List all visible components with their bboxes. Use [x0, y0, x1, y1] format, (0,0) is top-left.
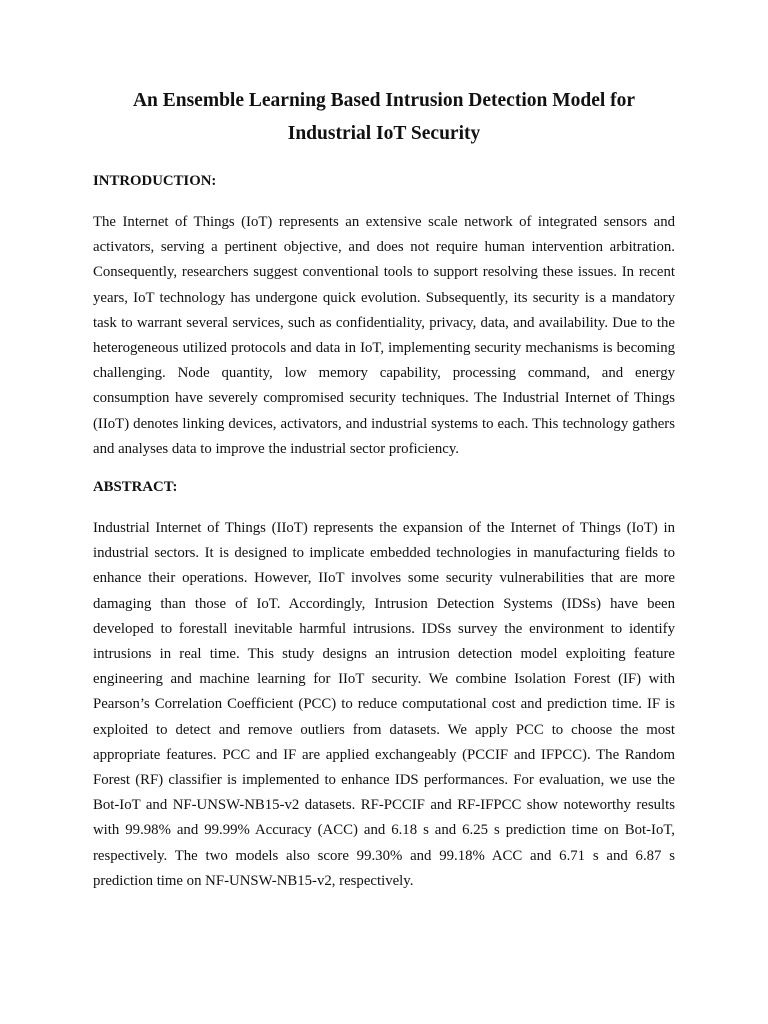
abstract-paragraph: Industrial Internet of Things (IIoT) represents the expansion of the Internet of Things (IoT) in industrial sectors. It is designed to implicate embedded technologies in manufacturing fields to enhance their operations. However, IIoT involves some security vulnerabilities that are more damaging than those of IoT. Accordingly, Intrusion Detection Systems (IDSs) have been developed to forestall inevitable harmful intrusions. IDSs survey the environment to identify intrusions in real time. This study designs an intrusion detection model exploiting feature engineering and machine learning for IIoT security. We combine Isolation Forest (IF) with Pearson’s Correlation Coefficient (PCC) to reduce computational cost and prediction time. IF is exploited to detect and remove outliers from datasets. We apply PCC to choose the most appropriate features. PCC and IF are applied exchangeably (PCCIF and IFPCC). The Random Forest (RF) classifier is implemented to enhance IDS performances. For evaluation, we use the Bot-IoT and NF-UNSW-NB15-v2 datasets. RF-PCCIF and RF-IFPCC show noteworthy results with 99.98% and 99.99% Accuracy (ACC) and 6.18 s and 6.25 s prediction time on Bot-IoT, respectively. The two models also score 99.30% and 99.18% ACC and 6.71 s and 6.87 s prediction time on NF-UNSW-NB15-v2, respectively.	[93, 520, 675, 889]
introduction-heading: INTRODUCTION:	[93, 173, 217, 189]
abstract-heading: ABSTRACT:	[93, 479, 178, 496]
introduction-paragraph: The Internet of Things (IoT) represents an extensive scale network of integrated sensors and activators, serving a pertinent objective, and does not require human intervention arbitration. Consequently, researchers suggest conventional tools to support resolving these issues. In recent years, IoT technology has undergone quick evolution. Subsequently, its security is a mandatory task to warrant several services, such as confidentiality, privacy, data, and availability. Due to the heterogeneous utilized protocols and data in IoT, implementing security mechanisms is becoming challenging. Node quantity, low memory capability, processing command, and energy consumption have severely compromised security techniques. The Industrial Internet of Things (IIoT) denotes linking devices, activators, and industrial systems to each. This technology gathers and analyses data to improve the industrial sector proficiency.	[93, 214, 675, 457]
document-title	[93, 84, 675, 150]
introduction-section	[93, 172, 675, 462]
document-page	[93, 84, 675, 894]
abstract-section	[93, 478, 675, 894]
title-line-1: An Ensemble Learning Based Intrusion Detection Model for	[132, 90, 636, 111]
title-line-2: Industrial IoT Security	[287, 123, 481, 144]
